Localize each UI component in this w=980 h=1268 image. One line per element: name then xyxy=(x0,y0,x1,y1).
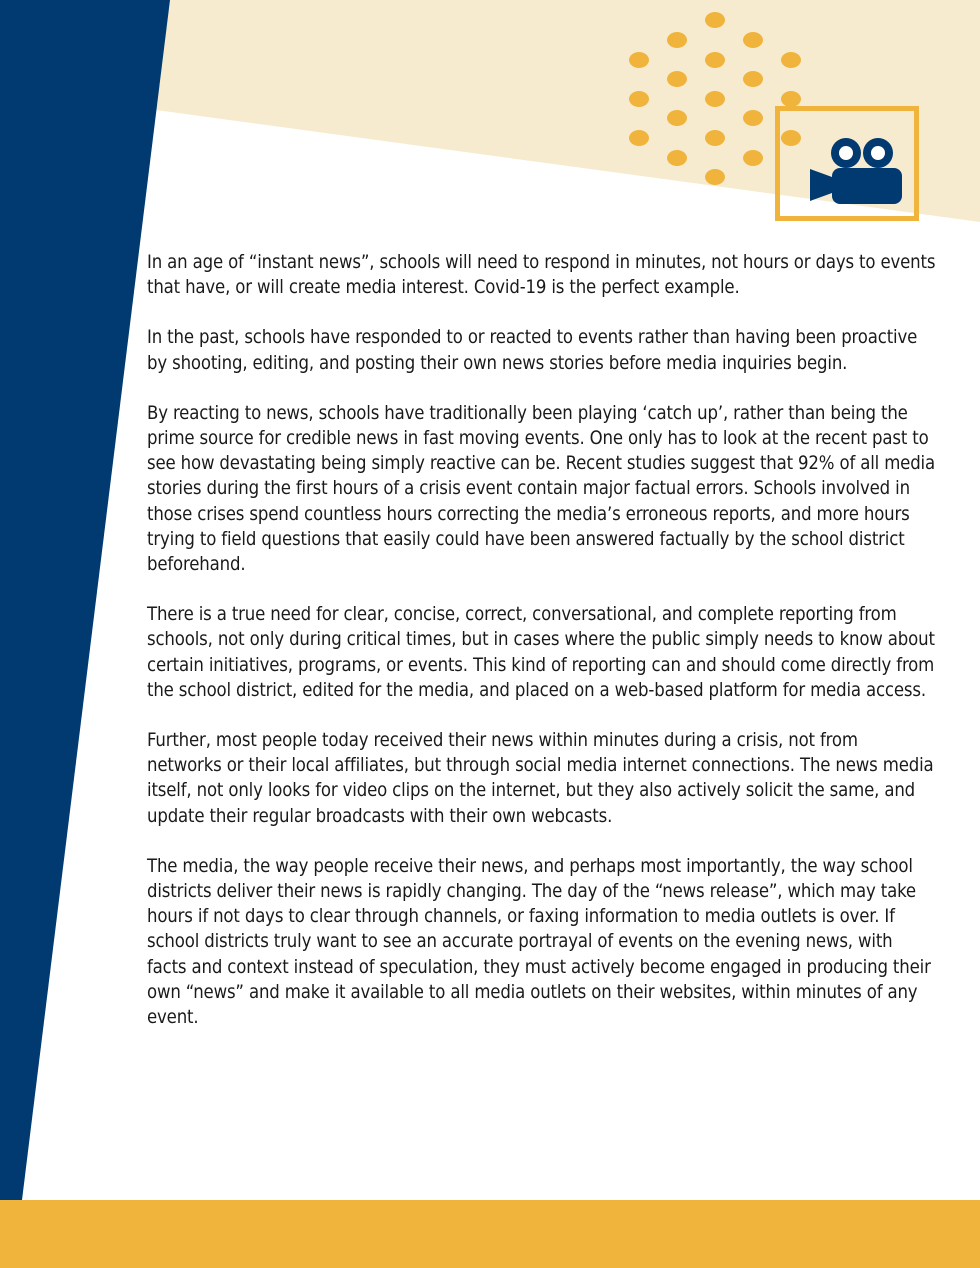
dot xyxy=(743,110,763,126)
dot xyxy=(705,52,725,68)
dot xyxy=(781,52,801,68)
article-body xyxy=(147,250,937,1055)
paragraph-1: In an age of “instant news”, schools will need to respond in minutes, not hours or days to events that have, or will create media interest. Covid-19 is the perfect example. xyxy=(147,252,936,299)
dot xyxy=(743,150,763,166)
dot xyxy=(705,12,725,28)
video-camera-icon xyxy=(806,135,906,210)
paragraph-6: The media, the way people receive their news, and perhaps most importantly, the way school districts deliver their news is rapidly changing. The day of the “news release”, which may take hours if not days to clear through channels, or faxing information to media outlets is over. If school districts truly want to see an accurate portrayal of events on the evening news, with facts and context instead of speculation, they must actively become engaged in producing their own “news” and make it available to all media outlets on their websites, within minutes of any event. xyxy=(147,855,931,1029)
dot xyxy=(629,52,649,68)
paragraph-5: Further, most people today received their news within minutes during a crisis, not from networks or their local affiliates, but through social media internet connections. The news media itself, not only looks for video clips on the internet, but they also actively solicit the same, and update their regular broadcasts with their own webcasts. xyxy=(147,730,934,827)
dot xyxy=(781,91,801,107)
dot xyxy=(705,91,725,107)
paragraph-3: By reacting to news, schools have traditionally been playing ‘catch up’, rather than being the prime source for credible news in fast moving events. One only has to look at the recent past to see how devastating being simply reactive can be. Recent studies suggest that 92% of all media stories during the first hours of a crisis event contain major factual errors. Schools involved in those crises spend countless hours correcting the media’s erroneous reports, and more hours trying to field questions that easily could have been answered factually by the school district beforehand. xyxy=(147,402,935,576)
dot xyxy=(629,91,649,107)
dot xyxy=(705,169,725,185)
dot xyxy=(629,130,649,146)
dot xyxy=(705,130,725,146)
dot xyxy=(667,150,687,166)
paragraph-2: In the past, schools have responded to or reacted to events rather than having been proactive by shooting, editing, and posting their own news stories before media inquiries begin. xyxy=(147,327,918,374)
gold-footer-bar xyxy=(0,1200,980,1268)
dot xyxy=(743,71,763,87)
paragraph-4: There is a true need for clear, concise, correct, conversational, and complete reporting from schools, not only during critical times, but in cases where the public simply needs to know about certain initiatives, programs, or events. This kind of reporting can and should come directly from the school district, edited for the media, and placed on a web-based platform for media access. xyxy=(147,604,935,701)
dot xyxy=(667,32,687,48)
dot xyxy=(667,71,687,87)
dot xyxy=(667,110,687,126)
dot xyxy=(743,32,763,48)
